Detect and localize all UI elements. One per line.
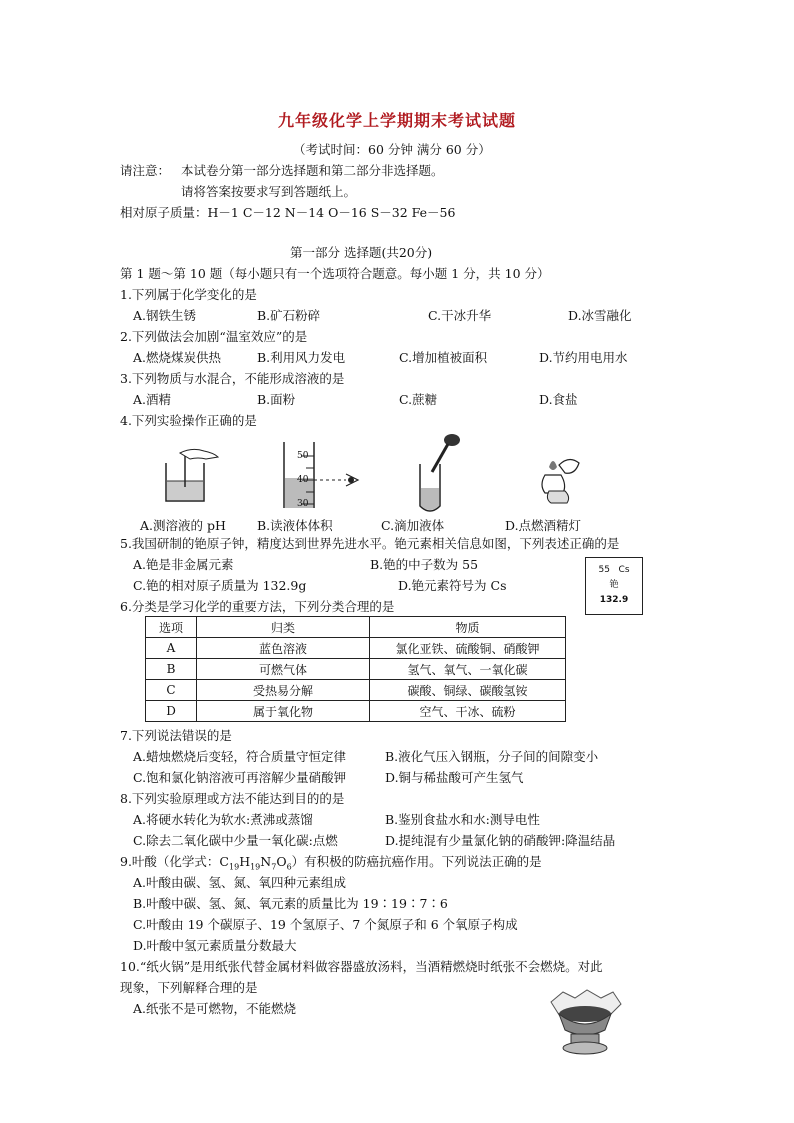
beaker-ph-figure bbox=[160, 445, 220, 505]
element-number: 55 bbox=[598, 565, 610, 575]
q1-option-a: A.钢铁生锈 bbox=[133, 308, 197, 323]
table-header: 选项 bbox=[146, 617, 197, 638]
q5-option-b: B.铯的中子数为 55 bbox=[370, 557, 479, 572]
element-mass: 132.9 bbox=[599, 595, 629, 605]
q7-stem: 7.下列说法错误的是 bbox=[120, 728, 232, 743]
table-header: 物质 bbox=[370, 617, 566, 638]
q4-option-c: C.滴加液体 bbox=[381, 518, 445, 533]
cylinder-mark-30: 30 bbox=[297, 499, 309, 509]
q7-option-d: D.铜与稀盐酸可产生氢气 bbox=[385, 770, 524, 785]
table-row bbox=[146, 659, 566, 680]
q8-option-c: C.除去二氧化碳中少量一氧化碳:点燃 bbox=[133, 833, 338, 848]
table-row bbox=[146, 680, 566, 701]
q7-option-c: C.饱和氯化钠溶液可再溶解少量硝酸钾 bbox=[133, 770, 347, 785]
atomic-masses: 相对原子质量：H－1 C－12 N－14 O－16 S－32 Fe－56 bbox=[120, 205, 456, 220]
q5-stem: 5.我国研制的铯原子钟，精度达到世界先进水平。铯元素相关信息如图，下列表述正确的是 bbox=[120, 536, 620, 551]
q6-stem: 6.分类是学习化学的重要方法，下列分类合理的是 bbox=[120, 599, 395, 614]
table-row bbox=[146, 638, 566, 659]
table-cell: 空气、干冰、硫粉 bbox=[370, 701, 566, 722]
page-title: 九年级化学上学期期末考试试题 bbox=[277, 111, 516, 130]
q4-option-b: B.读液体体积 bbox=[257, 518, 333, 533]
table-header-row bbox=[146, 617, 566, 638]
alcohol-lamps-figure bbox=[535, 445, 585, 505]
q2-option-b: B.利用风力发电 bbox=[257, 350, 346, 365]
table-header: 归类 bbox=[197, 617, 370, 638]
part1-instruction: 第 1 题～第 10 题（每小题只有一个选项符合题意。每小题 1 分，共 10 分） bbox=[120, 266, 550, 281]
cylinder-reading-figure bbox=[278, 440, 368, 510]
q10-stem-line-1: 10.“纸火锅”是用纸张代替金属材料做容器盛放汤料，当酒精燃烧时纸张不会燃烧。对此 bbox=[120, 959, 603, 974]
q2-option-c: C.增加植被面积 bbox=[399, 350, 488, 365]
q3-option-d: D.食盐 bbox=[539, 392, 578, 407]
q3-option-b: B.面粉 bbox=[257, 392, 296, 407]
table-cell: 可燃气体 bbox=[197, 659, 370, 680]
q3-option-a: A.酒精 bbox=[133, 392, 172, 407]
q4-stem: 4.下列实验操作正确的是 bbox=[120, 413, 257, 428]
notice-label: 请注意： bbox=[120, 163, 171, 178]
q3-stem: 3.下列物质与水混合，不能形成溶液的是 bbox=[120, 371, 345, 386]
table-cell: C bbox=[146, 680, 197, 701]
table-cell: 氯化亚铁、硫酸铜、硝酸钾 bbox=[370, 638, 566, 659]
q9-option-a: A.叶酸由碳、氢、氮、氧四种元素组成 bbox=[133, 875, 347, 890]
q5-option-c: C.铯的相对原子质量为 132.9g bbox=[133, 578, 307, 593]
element-name: 铯 bbox=[609, 580, 619, 590]
q9-option-d: D.叶酸中氢元素质量分数最大 bbox=[133, 938, 297, 953]
table-cell: 蓝色溶液 bbox=[197, 638, 370, 659]
q8-option-a: A.将硬水转化为软水:煮沸或蒸馏 bbox=[133, 812, 313, 827]
q5-option-d: D.铯元素符号为 Cs bbox=[398, 578, 507, 593]
q8-stem: 8.下列实验原理或方法不能达到目的的是 bbox=[120, 791, 345, 806]
table-row bbox=[146, 701, 566, 722]
notice-line-1: 本试卷分第一部分选择题和第二部分非选择题。 bbox=[181, 163, 444, 178]
table-cell: 碳酸、铜绿、碳酸氢铵 bbox=[370, 680, 566, 701]
q10-stem-line-2: 现象，下列解释合理的是 bbox=[120, 980, 258, 995]
part1-heading: 第一部分 选择题(共20分) bbox=[290, 245, 433, 260]
q4-option-d: D.点燃酒精灯 bbox=[505, 518, 582, 533]
q4-option-a: A.测溶液的 pH bbox=[140, 518, 226, 533]
table-cell: 受热易分解 bbox=[197, 680, 370, 701]
element-symbol: Cs bbox=[618, 565, 630, 575]
table-cell: A bbox=[146, 638, 197, 659]
q7-option-a: A.蜡烛燃烧后变轻，符合质量守恒定律 bbox=[133, 749, 347, 764]
table-cell: 氢气、氧气、一氧化碳 bbox=[370, 659, 566, 680]
q2-option-d: D.节约用电用水 bbox=[539, 350, 628, 365]
q8-option-b: B.鉴别食盐水和水:测导电性 bbox=[385, 812, 540, 827]
q1-stem: 1.下列属于化学变化的是 bbox=[120, 287, 257, 302]
paper-hotpot-figure bbox=[545, 988, 625, 1058]
q1-option-b: B.矿石粉碎 bbox=[257, 308, 321, 323]
table-cell: 属于氧化物 bbox=[197, 701, 370, 722]
q9-option-b: B.叶酸中碳、氢、氮、氧元素的质量比为 19∶19∶7∶6 bbox=[133, 896, 448, 911]
table-cell: B bbox=[146, 659, 197, 680]
notice-line-2: 请将答案按要求写到答题纸上。 bbox=[181, 184, 357, 199]
q9-option-c: C.叶酸由 19 个碳原子、19 个氢原子、7 个氮原子和 6 个氧原子构成 bbox=[133, 917, 518, 932]
q1-option-c: C.干冰升华 bbox=[428, 308, 492, 323]
q7-option-b: B.液化气压入钢瓶，分子间的间隙变小 bbox=[385, 749, 599, 764]
q2-stem: 2.下列做法会加剧“温室效应”的是 bbox=[120, 329, 308, 344]
cylinder-mark-40: 40 bbox=[297, 475, 309, 485]
q9-stem: 9.叶酸（化学式：$C_{19}H_{19}N_7O_6$）有积极的防癌抗癌作用。下列说法正确的是 bbox=[120, 854, 542, 872]
q8-option-d: D.提纯混有少量氯化钠的硝酸钾:降温结晶 bbox=[385, 833, 616, 848]
classification-table bbox=[145, 616, 566, 722]
dropper-tube-figure bbox=[412, 432, 468, 514]
table-cell: D bbox=[146, 701, 197, 722]
q1-option-d: D.冰雪融化 bbox=[568, 308, 632, 323]
exam-info: （考试时间：60 分钟 满分 60 分） bbox=[293, 142, 491, 157]
q5-option-a: A.铯是非金属元素 bbox=[133, 557, 234, 572]
cylinder-mark-50: 50 bbox=[297, 451, 309, 461]
q2-option-a: A.燃烧煤炭供热 bbox=[133, 350, 222, 365]
q3-option-c: C.蔗糖 bbox=[399, 392, 438, 407]
q10-option-a: A.纸张不是可燃物，不能燃烧 bbox=[133, 1001, 297, 1016]
element-card-cesium bbox=[585, 557, 643, 615]
